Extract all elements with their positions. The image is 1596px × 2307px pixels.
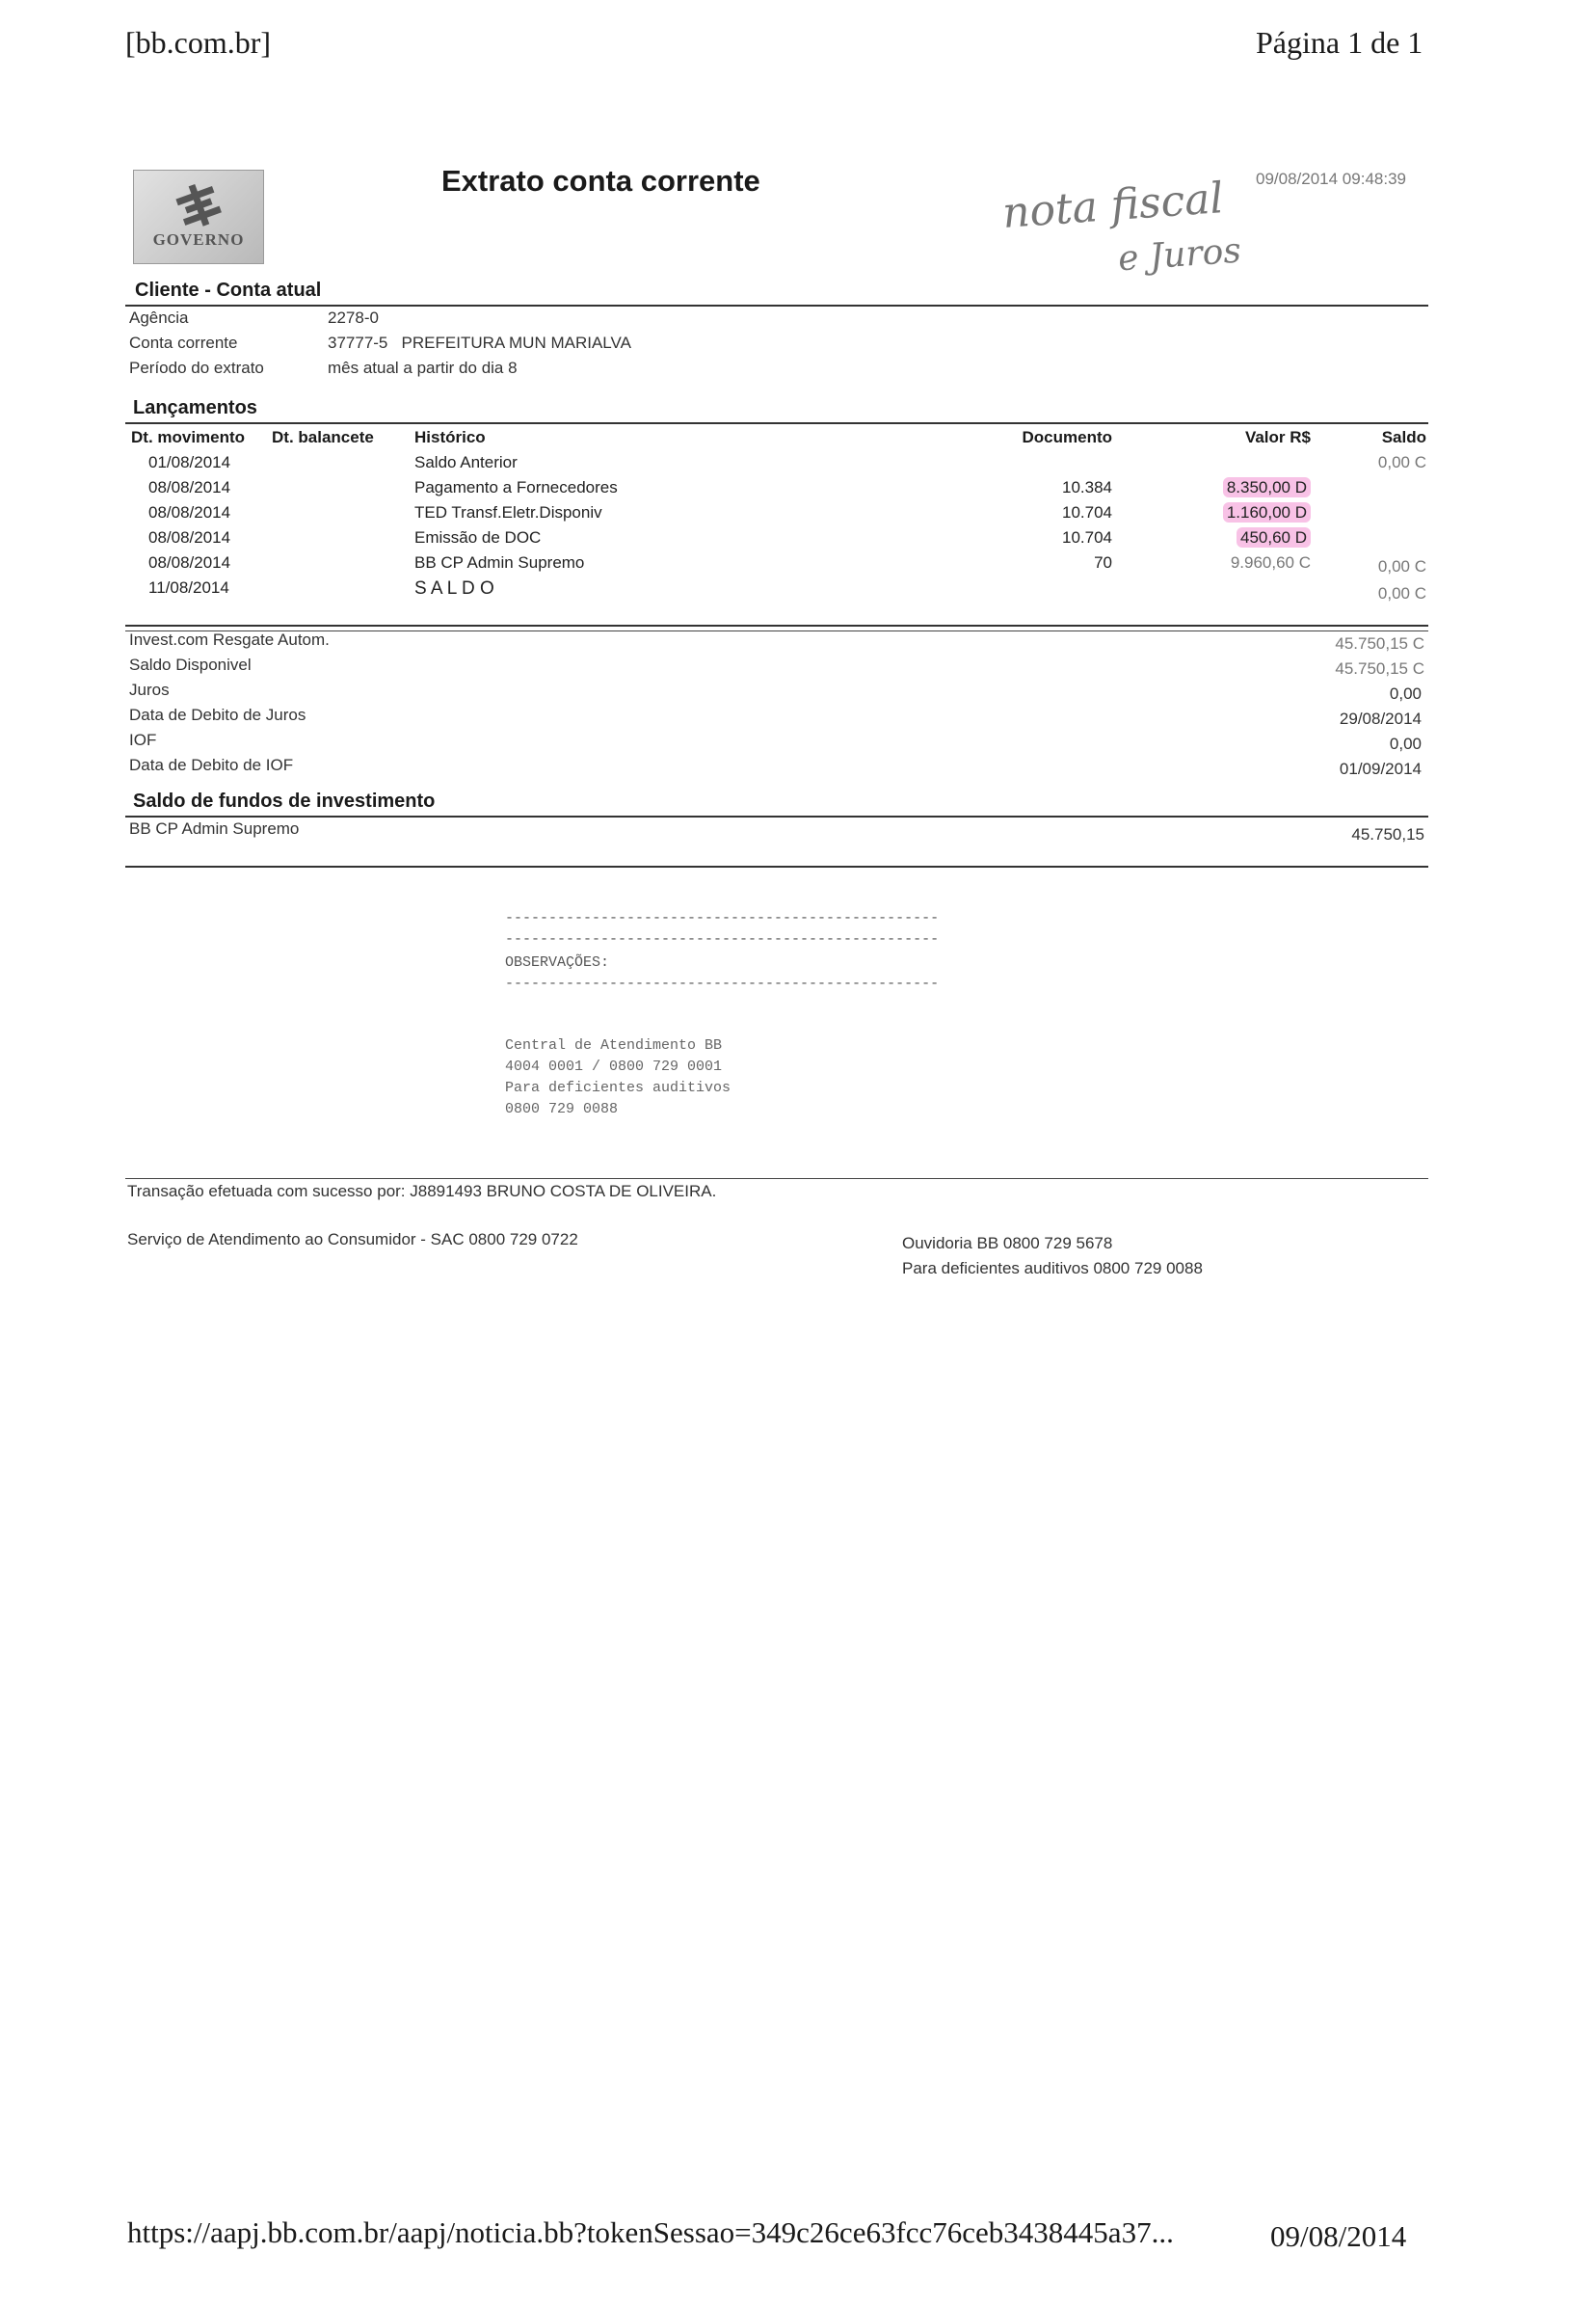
logo-caption: GOVERNO <box>152 230 245 249</box>
dashed-line: -------------------------------------------------- <box>505 931 940 948</box>
fundos-heading: Saldo de fundos de investimento <box>133 791 436 812</box>
divider <box>125 816 1428 818</box>
row-historico: Pagamento a Fornecedores <box>414 478 618 496</box>
periodo-label: Período do extrato <box>129 359 264 377</box>
row-dt-movimento: 08/08/2014 <box>148 503 231 522</box>
handwritten-note-line1: nota fiscal <box>1000 174 1226 238</box>
periodo-value: mês atual a partir do dia 8 <box>328 359 518 377</box>
row-valor <box>1147 528 1311 548</box>
fundo-name: BB CP Admin Supremo <box>129 819 300 838</box>
lancamentos-heading: Lançamentos <box>133 397 257 418</box>
row-saldo: 0,00 C <box>1377 557 1426 576</box>
dashed-line: -------------------------------------------------- <box>505 910 940 926</box>
row-valor: 9.960,60 C <box>1230 553 1311 572</box>
highlighted-value: 1.160,00 D <box>1223 502 1311 523</box>
page-title: Extrato conta corrente <box>441 164 760 198</box>
summary-label: Data de Debito de Juros <box>129 706 306 724</box>
row-historico: TED Transf.Eletr.Disponiv <box>414 503 602 522</box>
summary-value: 01/09/2014 <box>1339 760 1422 778</box>
fundo-value: 45.750,15 <box>1351 825 1424 844</box>
divider <box>125 305 1428 307</box>
row-documento: 70 <box>1094 553 1112 572</box>
row-saldo: 0,00 C <box>1377 584 1426 603</box>
bb-governo-logo <box>133 170 264 264</box>
conta-label: Conta corrente <box>129 334 238 352</box>
row-historico: BB CP Admin Supremo <box>414 553 585 572</box>
row-dt-movimento: 08/08/2014 <box>148 478 231 496</box>
summary-label: Invest.com Resgate Autom. <box>129 630 330 649</box>
deficientes-text: Para deficientes auditivos 0800 729 0088 <box>902 1259 1203 1277</box>
agencia-value: 2278-0 <box>328 308 379 327</box>
col-historico: Histórico <box>414 428 486 446</box>
row-historico: S A L D O <box>414 578 494 599</box>
row-dt-movimento: 11/08/2014 <box>148 578 229 597</box>
summary-value: 0,00 <box>1389 684 1422 703</box>
central-line: Para deficientes auditivos <box>505 1080 732 1096</box>
row-documento: 10.704 <box>1062 503 1112 522</box>
row-dt-movimento: 08/08/2014 <box>148 553 231 572</box>
summary-label: Juros <box>129 681 170 699</box>
col-dt-movimento: Dt. movimento <box>131 428 246 446</box>
statement-timestamp: 09/08/2014 09:48:39 <box>1256 170 1406 188</box>
col-saldo: Saldo <box>1381 428 1426 446</box>
summary-label: Saldo Disponivel <box>129 656 252 674</box>
highlighted-value: 450,60 D <box>1237 527 1311 548</box>
col-valor: Valor R$ <box>1244 428 1311 446</box>
col-documento: Documento <box>1022 428 1112 446</box>
transacao-text: Transação efetuada com sucesso por: J8891493 BRUNO COSTA DE OLIVEIRA. <box>127 1182 717 1200</box>
row-dt-movimento: 01/08/2014 <box>148 453 231 471</box>
sac-text: Serviço de Atendimento ao Consumidor - SAC 0800 729 0722 <box>127 1230 578 1248</box>
handwritten-note-line2: e Juros <box>1116 230 1243 280</box>
client-heading: Cliente - Conta atual <box>135 280 322 301</box>
row-saldo: 0,00 C <box>1377 453 1426 471</box>
central-line: Central de Atendimento BB <box>505 1037 723 1054</box>
row-documento: 10.384 <box>1062 478 1112 496</box>
central-line: 0800 729 0088 <box>505 1101 619 1117</box>
ouvidoria-text: Ouvidoria BB 0800 729 5678 <box>902 1234 1113 1252</box>
site-header: [bb.com.br] <box>125 25 272 60</box>
central-line: 4004 0001 / 0800 729 0001 <box>505 1059 723 1075</box>
row-historico: Saldo Anterior <box>414 453 518 471</box>
observacoes-label: OBSERVAÇÕES: <box>505 954 610 971</box>
divider <box>125 1178 1428 1179</box>
divider <box>125 422 1428 424</box>
summary-label: IOF <box>129 731 157 749</box>
divider <box>125 625 1428 627</box>
row-valor <box>1147 478 1311 497</box>
row-documento: 10.704 <box>1062 528 1112 547</box>
row-valor <box>1147 503 1311 523</box>
summary-value: 0,00 <box>1389 735 1422 753</box>
conta-value: 37777-5 PREFEITURA MUN MARIALVA <box>328 334 631 352</box>
agencia-label: Agência <box>129 308 189 327</box>
page-indicator: Página 1 de 1 <box>1256 25 1423 60</box>
row-dt-movimento: 08/08/2014 <box>148 528 231 547</box>
col-dt-balancete: Dt. balancete <box>272 428 374 446</box>
summary-value: 45.750,15 C <box>1335 634 1424 653</box>
print-date: 09/08/2014 <box>1270 2219 1407 2253</box>
divider <box>125 866 1428 868</box>
summary-value: 45.750,15 C <box>1335 659 1424 678</box>
summary-value: 29/08/2014 <box>1339 710 1422 728</box>
row-historico: Emissão de DOC <box>414 528 542 547</box>
dashed-line: -------------------------------------------------- <box>505 976 940 992</box>
highlighted-value: 8.350,00 D <box>1223 477 1311 497</box>
print-url: https://aapj.bb.com.br/aapj/noticia.bb?tokenSessao=349c26ce63fcc76ceb3438445a37... <box>127 2215 1174 2249</box>
summary-label: Data de Debito de IOF <box>129 756 294 774</box>
